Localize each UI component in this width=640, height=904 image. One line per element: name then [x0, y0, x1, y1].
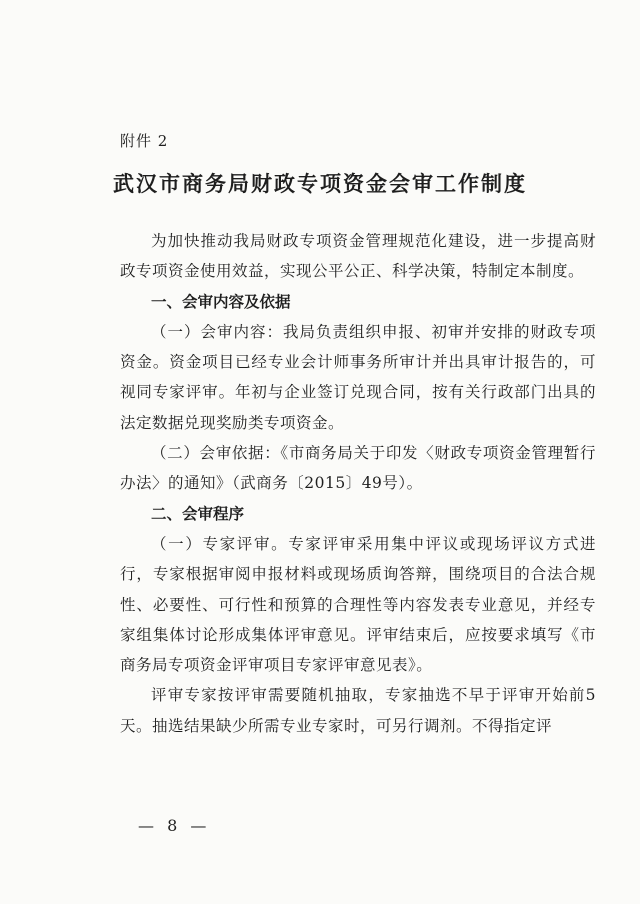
document-title: 武汉市商务局财政专项资金会审工作制度: [113, 171, 527, 196]
section-1-item-2: （二）会审依据：《市商务局关于印发〈财政专项资金管理暂行办法〉的通知》（武商务〔2015〕49号）。: [120, 444, 596, 493]
section-1-item-1: （一）会审内容：我局负责组织申报、初审并安排的财政专项资金。资金项目已经专业会计师事务所审计并出具审计报告的，可视同专家评审。年初与企业签订兑现合同，按有关行政部门出具的法定数据兑现奖励类专项资金。: [120, 322, 596, 432]
page-number: — 8 —: [138, 816, 211, 835]
attachment-label: 附件 2: [120, 132, 169, 150]
section-2-paragraph-2: 评审专家按评审需要随机抽取，专家抽选不早于评审开始前5天。抽选结果缺少所需专业专家时，可另行调剂。不得指定评: [120, 686, 596, 735]
section-heading-1: 一、会审内容及依据: [151, 291, 291, 311]
document-body: [120, 226, 596, 741]
section-heading-2: 二、会审程序: [151, 503, 245, 523]
intro-paragraph: 为加快推动我局财政专项资金管理规范化建设，进一步提高财政专项资金使用效益，实现公平公正、科学决策，特制定本制度。: [120, 232, 596, 281]
section-2-item-1: （一）专家评审。专家评审采用集中评议或现场评议方式进行，专家根据审阅申报材料或现场质询答辩，围绕项目的合法合规性、必要性、可行性和预算的合理性等内容发表专业意见，并经专家组集体讨论形成集体评审意见。评审结束后，应按要求填写《市商务局专项资金评审项目专家评审意见表》。: [120, 534, 596, 675]
